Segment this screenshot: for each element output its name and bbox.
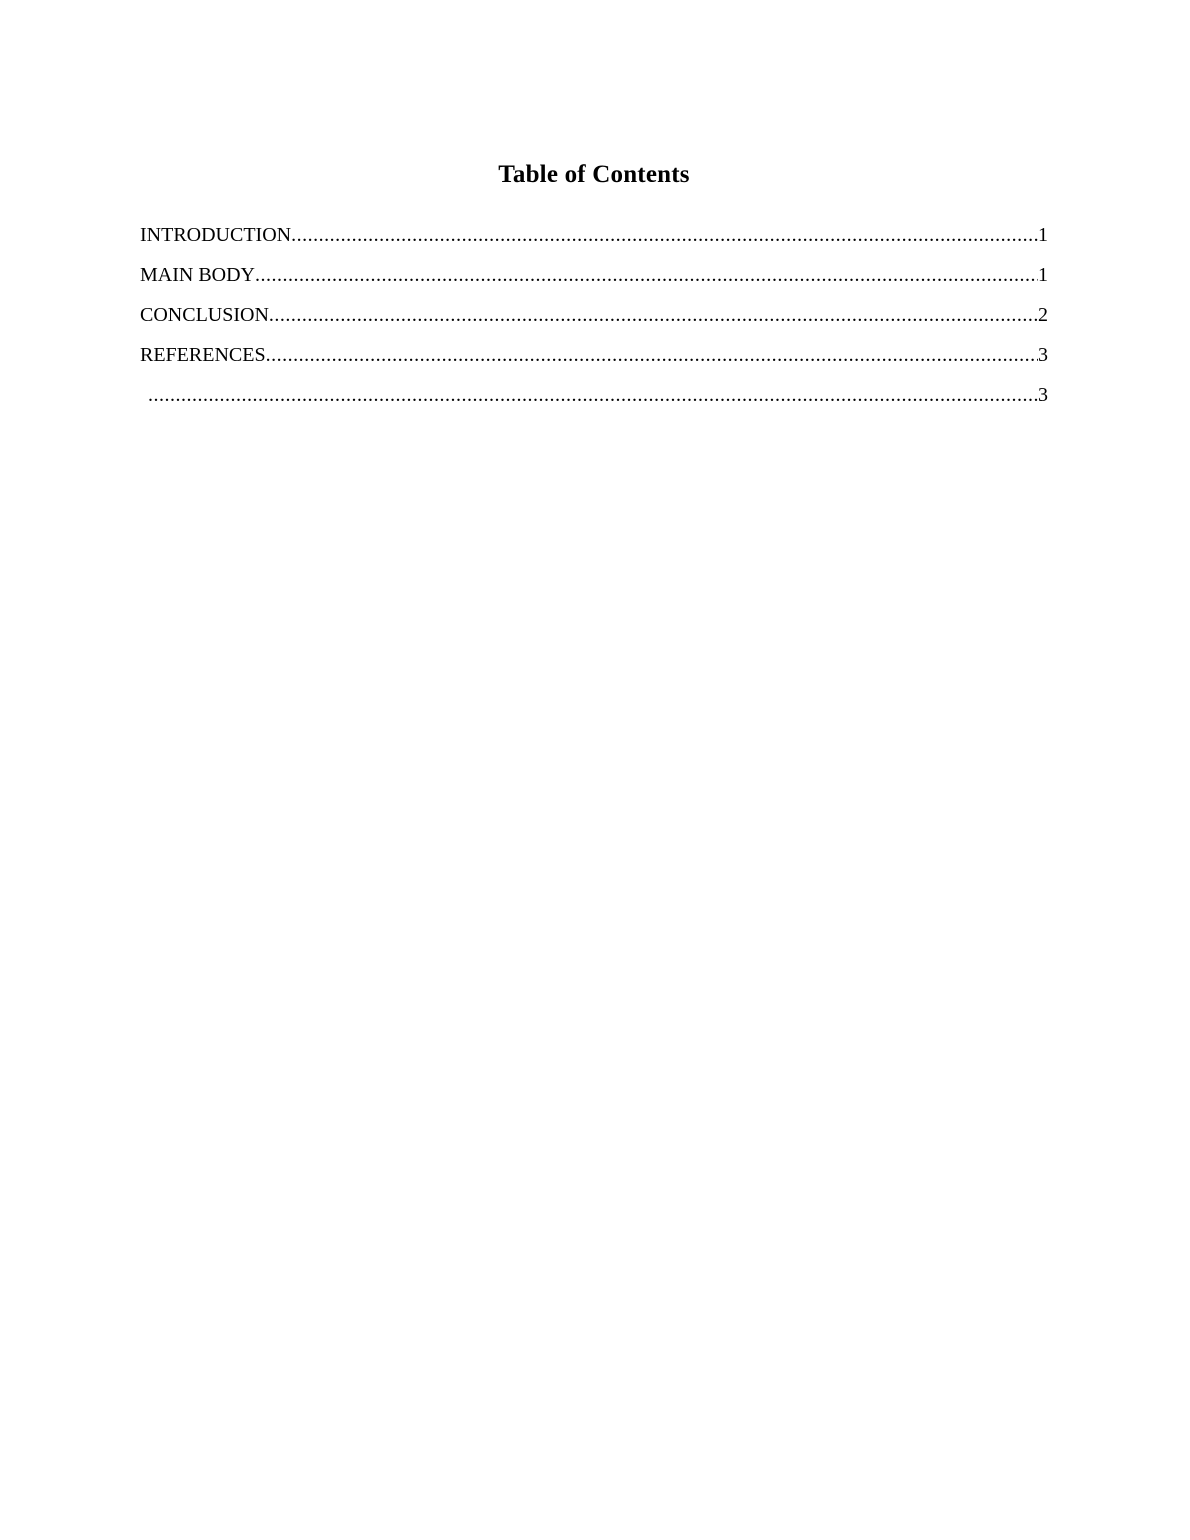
toc-entry-label[interactable]: REFERENCES — [140, 344, 266, 366]
toc-entry-page-number: 3 — [1038, 344, 1048, 366]
toc-entry-page-number: 2 — [1038, 304, 1048, 326]
toc-title: Table of Contents — [498, 161, 690, 188]
dot-leader — [269, 295, 1038, 335]
toc-entry-label[interactable]: MAIN BODY — [140, 264, 255, 286]
toc-entry-page-number: 1 — [1038, 224, 1048, 246]
toc-entry-blank[interactable] — [140, 375, 1048, 415]
dot-leader — [291, 215, 1038, 255]
toc-entry-label[interactable]: INTRODUCTION — [140, 224, 292, 246]
toc-entry-page-number: 1 — [1038, 264, 1048, 286]
toc-list — [140, 215, 1048, 415]
toc-entry-label[interactable]: CONCLUSION — [140, 304, 269, 326]
toc-entry-conclusion[interactable] — [140, 295, 1048, 335]
toc-entry-page-number: 3 — [1038, 384, 1048, 406]
toc-entry-references[interactable] — [140, 335, 1048, 375]
dot-leader — [140, 375, 1038, 415]
dot-leader — [255, 255, 1038, 295]
toc-entry-introduction[interactable] — [140, 215, 1048, 255]
dot-leader — [266, 335, 1038, 375]
toc-entry-main-body[interactable] — [140, 255, 1048, 295]
